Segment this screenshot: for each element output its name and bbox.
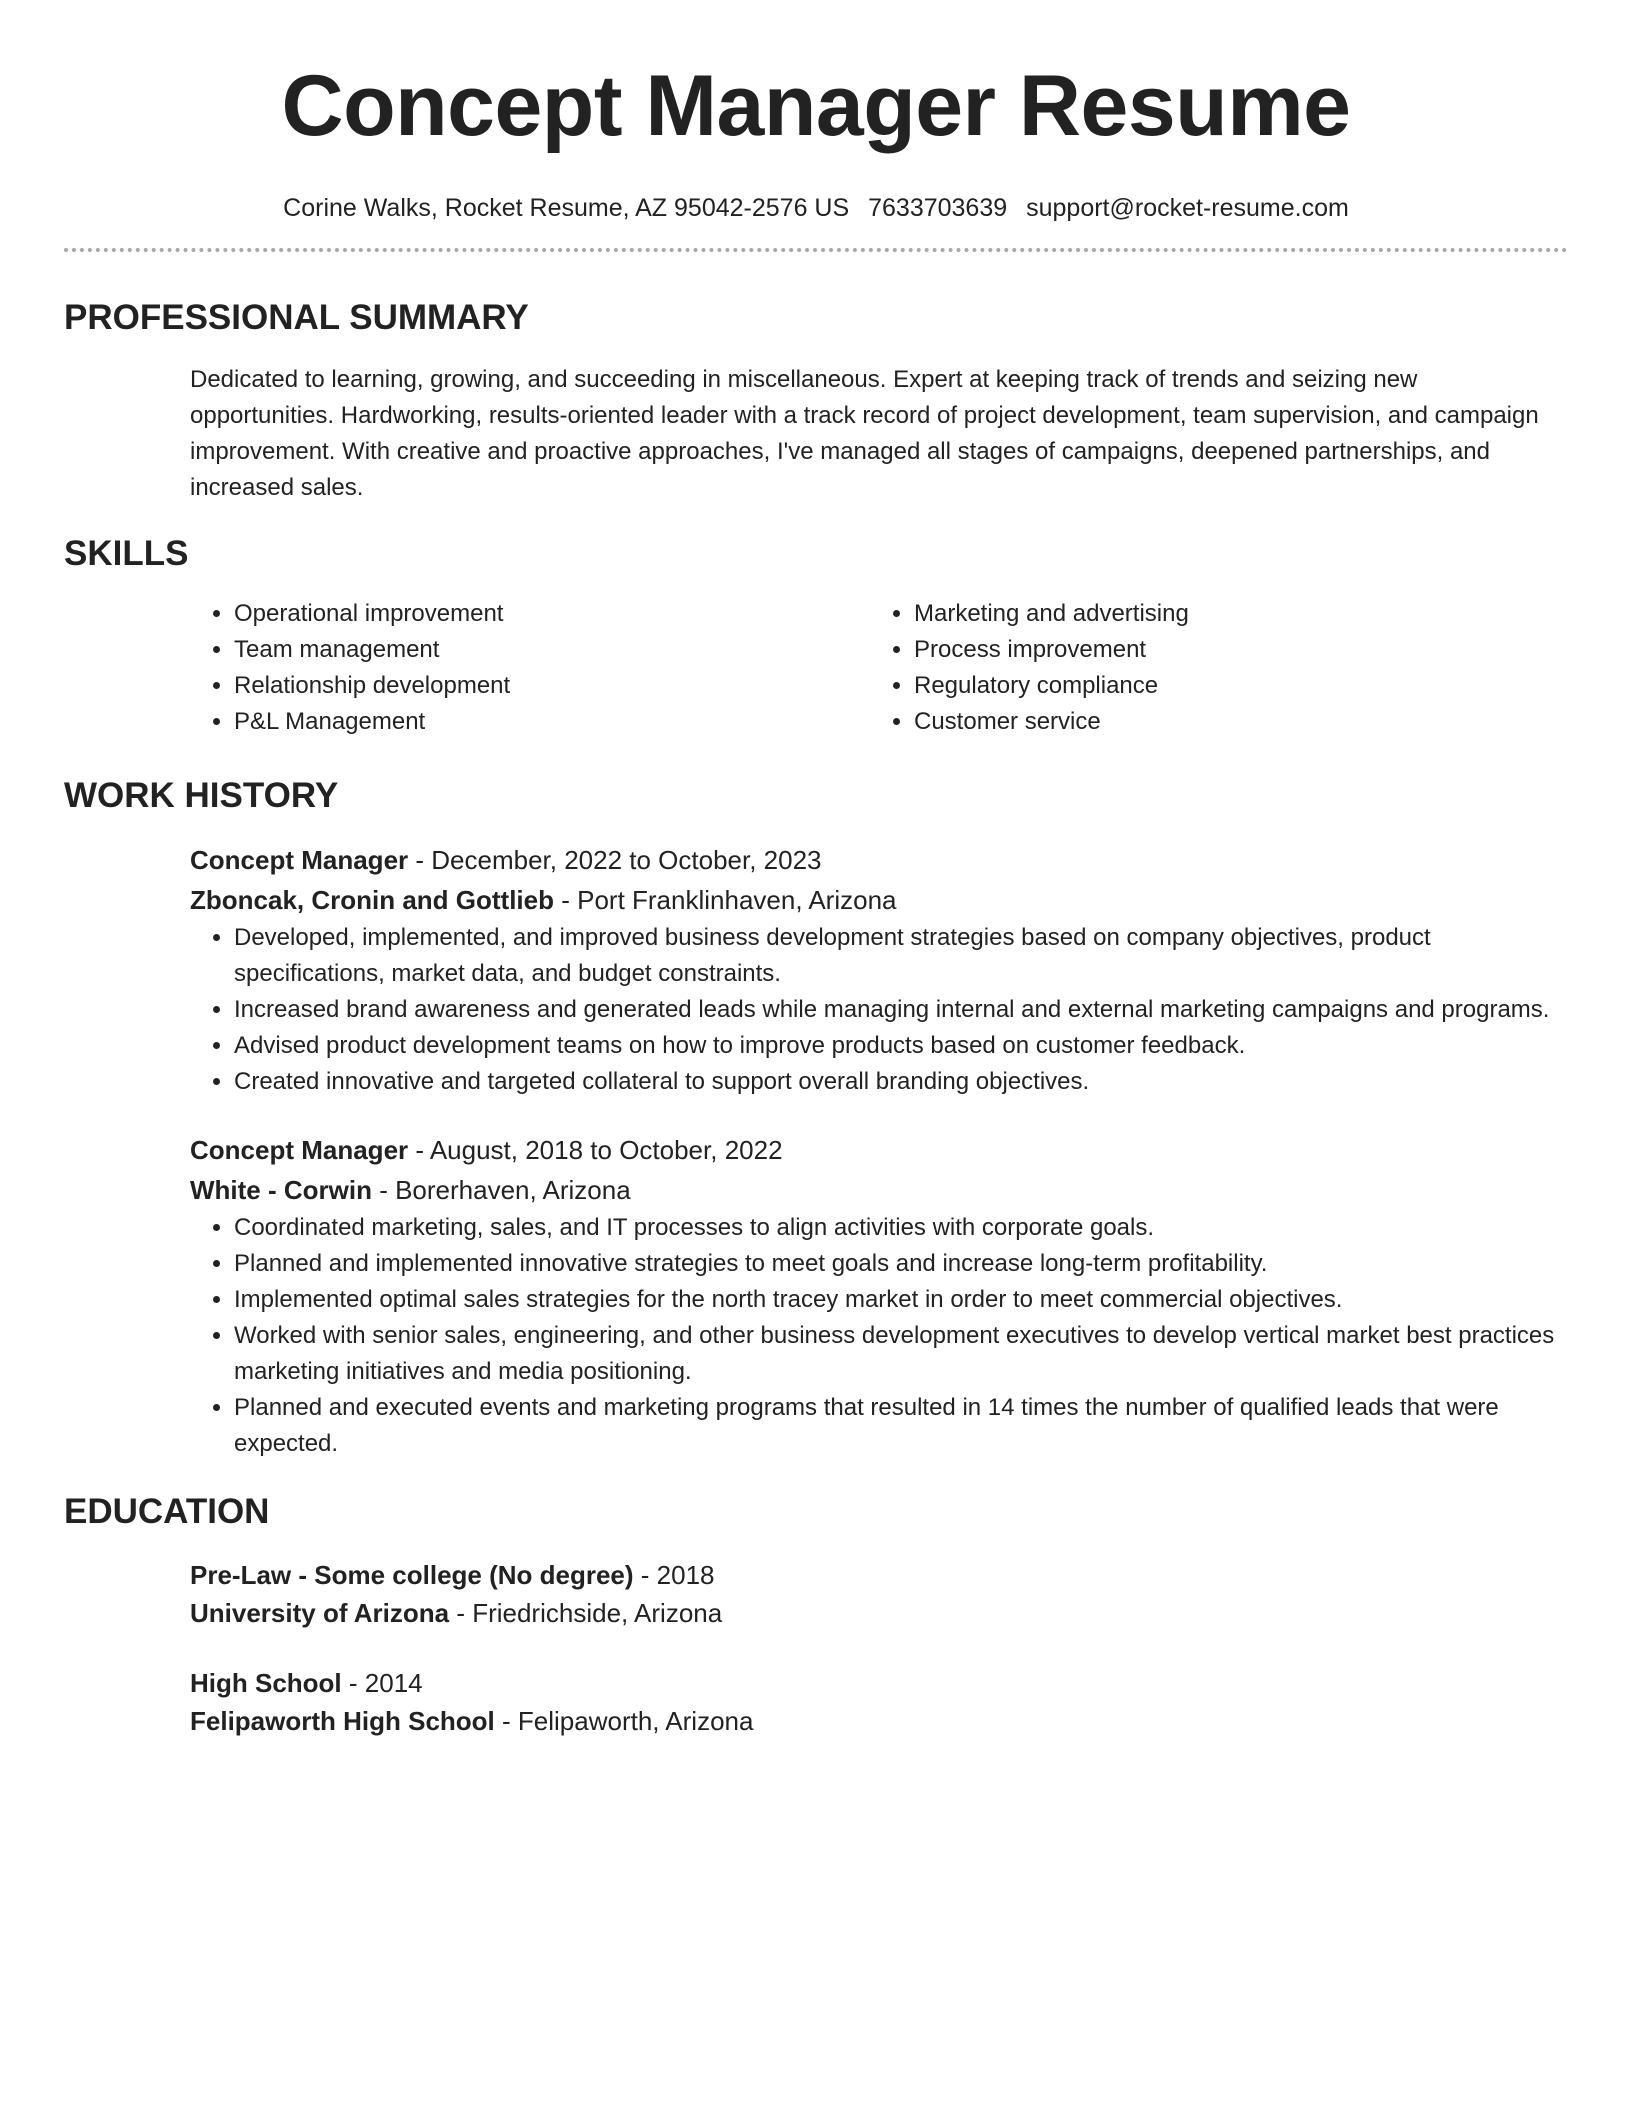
contact-email: support@rocket-resume.com (1026, 194, 1349, 222)
skill-item: • Team management (234, 632, 870, 668)
skills-list-left (190, 596, 870, 740)
skill-item: • Process improvement (914, 632, 1568, 668)
summary-section (64, 362, 1568, 506)
job-bullet: • Developed, implemented, and improved business development strategies based on company objectives, product specifications, market data, and budget constraints. (234, 920, 1568, 992)
education-school-line (190, 1594, 1568, 1632)
job-bullet: • Worked with senior sales, engineering, and other business development executives to develop vertical market best practices marketing initiatives and media positioning. (234, 1318, 1568, 1390)
work-history-heading: WORK HISTORY (64, 776, 339, 815)
skill-item: • Regulatory compliance (914, 668, 1568, 704)
education-school: Felipaworth High School (190, 1706, 495, 1736)
job-bullet: • Planned and executed events and marketing programs that resulted in 14 times the number of qualified leads that were expected. (234, 1390, 1568, 1462)
job-bullets (190, 920, 1568, 1100)
header-divider (64, 248, 1568, 252)
summary-heading: PROFESSIONAL SUMMARY (64, 298, 529, 337)
job-company-line (190, 1170, 1568, 1210)
education-year: - 2018 (633, 1560, 715, 1590)
contact-phone: 7633703639 (868, 194, 1008, 222)
skill-item: • P&L Management (234, 704, 870, 740)
job-title-line (190, 840, 1568, 880)
education-location: - Felipaworth, Arizona (494, 1706, 754, 1736)
education-year: - 2014 (341, 1668, 423, 1698)
job-company-line (190, 880, 1568, 920)
skill-item: • Operational improvement (234, 596, 870, 632)
education-school: University of Arizona (190, 1598, 450, 1628)
summary-text: Dedicated to learning, growing, and succeeding in miscellaneous. Expert at keeping track of trends and seizing new opportunities. Hardworking, results-oriented leader with a track record of project development, team supervision, and campaign improvement. With creative and proactive approaches, I've managed all stages of campaigns, deepened partnerships, and increased sales. (190, 366, 1539, 501)
education-degree-line (190, 1664, 1568, 1702)
skills-section (64, 596, 1568, 740)
job-bullet: • Coordinated marketing, sales, and IT processes to align activities with corporate goals. (234, 1210, 1568, 1246)
education-school-line (190, 1702, 1568, 1740)
job-entry (190, 1130, 1568, 1462)
skill-item: • Relationship development (234, 668, 870, 704)
skill-item: • Customer service (914, 704, 1568, 740)
work-history-section (64, 840, 1568, 1462)
skill-item: • Marketing and advertising (914, 596, 1568, 632)
page-title: Concept Manager Resume (281, 58, 1351, 154)
job-company: Zboncak, Cronin and Gottlieb (190, 885, 554, 915)
education-location: - Friedrichside, Arizona (449, 1598, 723, 1628)
job-location: - Port Franklinhaven, Arizona (554, 885, 897, 915)
job-company: White - Corwin (190, 1175, 372, 1205)
job-bullet: • Planned and implemented innovative strategies to meet goals and increase long-term profitability. (234, 1246, 1568, 1282)
skills-heading: SKILLS (64, 534, 189, 573)
education-degree: High School (190, 1668, 342, 1698)
job-bullet: • Created innovative and targeted collateral to support overall branding objectives. (234, 1064, 1568, 1100)
job-title: Concept Manager (190, 1135, 409, 1165)
education-entry (190, 1556, 1568, 1632)
education-entry (190, 1664, 1568, 1740)
contact-address: Corine Walks, Rocket Resume, AZ 95042-2576 US (283, 194, 850, 222)
education-degree-line (190, 1556, 1568, 1594)
job-bullet: • Advised product development teams on how to improve products based on customer feedback. (234, 1028, 1568, 1064)
skills-list-right (870, 596, 1568, 740)
job-bullets (190, 1210, 1568, 1462)
job-location: - Borerhaven, Arizona (371, 1175, 631, 1205)
job-title: Concept Manager (190, 845, 409, 875)
job-bullet: • Increased brand awareness and generated leads while managing internal and external marketing campaigns and programs. (234, 992, 1568, 1028)
job-title-line (190, 1130, 1568, 1170)
education-heading: EDUCATION (64, 1492, 270, 1531)
education-degree: Pre-Law - Some college (No degree) (190, 1560, 634, 1590)
job-dates: - December, 2022 to October, 2023 (408, 845, 822, 875)
job-entry (190, 840, 1568, 1100)
contact-line (64, 192, 1568, 224)
job-bullet: • Implemented optimal sales strategies for the north tracey market in order to meet commercial objectives. (234, 1282, 1568, 1318)
skills-grid (190, 596, 1568, 740)
education-section (64, 1556, 1568, 1740)
job-dates: - August, 2018 to October, 2022 (408, 1135, 783, 1165)
